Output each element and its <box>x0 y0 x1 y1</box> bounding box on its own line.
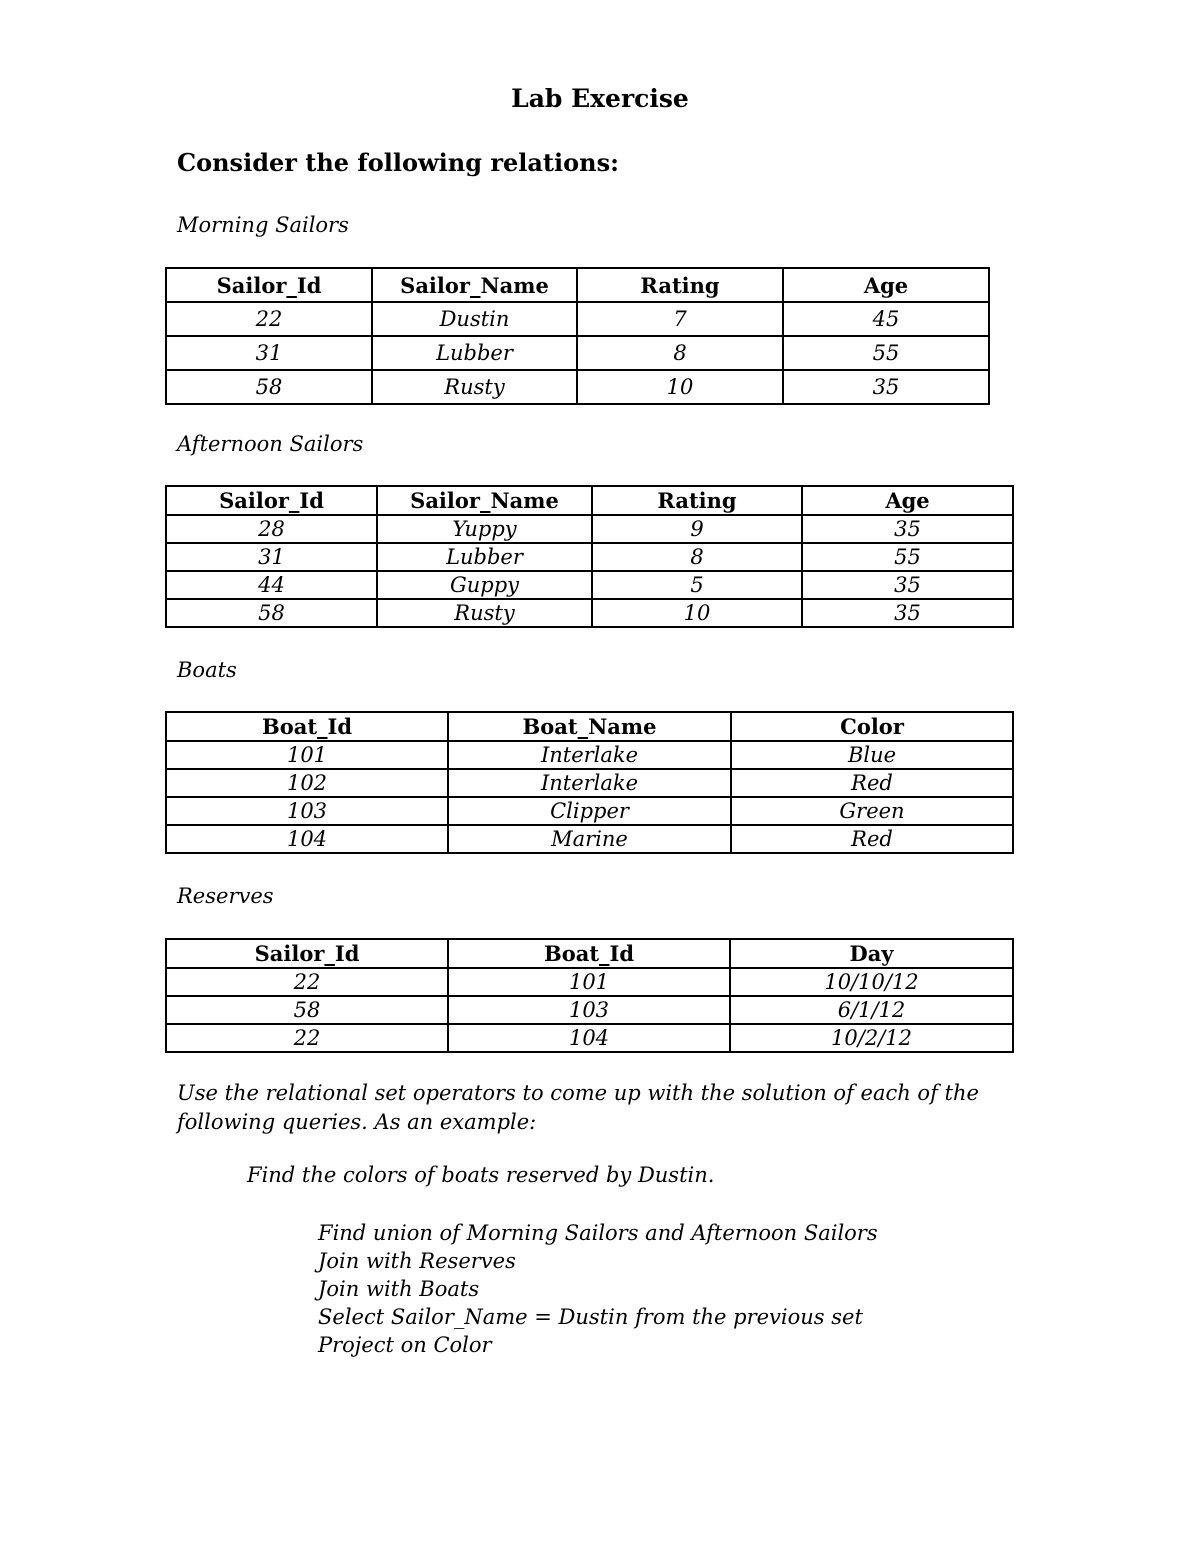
table-cell: Dustin <box>372 302 577 336</box>
table-cell: 44 <box>166 571 377 599</box>
table-row <box>166 1024 1013 1052</box>
table-cell: Marine <box>448 825 731 853</box>
table-cell: 28 <box>166 515 377 543</box>
column-header: Sailor_Id <box>166 268 372 302</box>
table-cell: 104 <box>166 825 448 853</box>
table-cell: 35 <box>783 370 989 404</box>
table-cell: 22 <box>166 968 448 996</box>
table-cell: 9 <box>592 515 802 543</box>
table-row <box>166 825 1013 853</box>
morning-sailors-table <box>165 267 990 405</box>
column-header: Sailor_Name <box>377 486 592 515</box>
column-header: Boat_Id <box>166 712 448 741</box>
column-header: Boat_Name <box>448 712 731 741</box>
table-cell: 58 <box>166 996 448 1024</box>
example-step: Find union of Morning Sailors and Afternoon Sailors <box>318 1221 878 1245</box>
table-cell: Rusty <box>372 370 577 404</box>
table-cell: 31 <box>166 543 377 571</box>
table-row <box>166 515 1013 543</box>
column-header: Sailor_Id <box>166 939 448 968</box>
example-step: Join with Boats <box>318 1277 480 1301</box>
table-cell: Red <box>731 825 1013 853</box>
table-cell: Lubber <box>372 336 577 370</box>
table-row <box>166 797 1013 825</box>
reserves-table <box>165 938 1014 1053</box>
column-header: Sailor_Id <box>166 486 377 515</box>
table-cell: Interlake <box>448 741 731 769</box>
table-cell: 22 <box>166 302 372 336</box>
column-header: Color <box>731 712 1013 741</box>
table-cell: 22 <box>166 1024 448 1052</box>
column-header: Age <box>802 486 1013 515</box>
column-header: Sailor_Name <box>372 268 577 302</box>
table-cell: Guppy <box>377 571 592 599</box>
example-steps <box>318 1219 878 1359</box>
example-step: Join with Reserves <box>318 1249 516 1273</box>
table-cell: 10/10/12 <box>730 968 1013 996</box>
table-cell: Blue <box>731 741 1013 769</box>
table-cell: 8 <box>592 543 802 571</box>
table-cell: 55 <box>802 543 1013 571</box>
table-cell: 35 <box>802 515 1013 543</box>
table-row <box>166 571 1013 599</box>
column-header: Age <box>783 268 989 302</box>
table-row <box>166 769 1013 797</box>
table-cell: 6/1/12 <box>730 996 1013 1024</box>
boats-table <box>165 711 1014 854</box>
table-cell: Yuppy <box>377 515 592 543</box>
table-header-row <box>166 268 989 302</box>
example-step: Select Sailor_Name = Dustin from the previous set <box>318 1305 863 1329</box>
page-title: Lab Exercise <box>511 84 689 113</box>
example-step: Project on Color <box>318 1333 492 1357</box>
table-cell: 101 <box>166 741 448 769</box>
table-cell: 35 <box>802 571 1013 599</box>
table-cell: 8 <box>577 336 783 370</box>
table-row <box>166 370 989 404</box>
table-row <box>166 996 1013 1024</box>
column-header: Rating <box>592 486 802 515</box>
table-cell: 55 <box>783 336 989 370</box>
table-header-row <box>166 939 1013 968</box>
table-caption-afternoon-sailors: Afternoon Sailors <box>177 432 364 456</box>
table-cell: Lubber <box>377 543 592 571</box>
table-caption-reserves: Reserves <box>177 884 274 908</box>
table-cell: 103 <box>448 996 730 1024</box>
section-heading: Consider the following relations: <box>177 148 619 177</box>
table-cell: 103 <box>166 797 448 825</box>
table-caption-morning-sailors: Morning Sailors <box>177 213 349 237</box>
instructions-paragraph: Use the relational set operators to come up with the solution of each of the following queries. As an example: <box>177 1081 979 1134</box>
table-cell: 101 <box>448 968 730 996</box>
table-cell: 7 <box>577 302 783 336</box>
table-cell: 45 <box>783 302 989 336</box>
table-cell: Red <box>731 769 1013 797</box>
column-header: Rating <box>577 268 783 302</box>
table-cell: 10/2/12 <box>730 1024 1013 1052</box>
table-cell: Rusty <box>377 599 592 627</box>
table-cell: 58 <box>166 370 372 404</box>
table-header-row <box>166 486 1013 515</box>
table-cell: Clipper <box>448 797 731 825</box>
table-row <box>166 543 1013 571</box>
afternoon-sailors-table <box>165 485 1014 628</box>
table-row <box>166 336 989 370</box>
table-cell: Green <box>731 797 1013 825</box>
table-row <box>166 741 1013 769</box>
table-row <box>166 302 989 336</box>
table-row <box>166 968 1013 996</box>
table-row <box>166 599 1013 627</box>
table-cell: 5 <box>592 571 802 599</box>
example-query: Find the colors of boats reserved by Dustin. <box>247 1163 715 1187</box>
table-cell: 104 <box>448 1024 730 1052</box>
table-cell: 58 <box>166 599 377 627</box>
table-cell: 35 <box>802 599 1013 627</box>
table-cell: 102 <box>166 769 448 797</box>
column-header: Day <box>730 939 1013 968</box>
table-cell: 10 <box>592 599 802 627</box>
table-cell: Interlake <box>448 769 731 797</box>
table-caption-boats: Boats <box>177 658 237 682</box>
table-header-row <box>166 712 1013 741</box>
table-cell: 31 <box>166 336 372 370</box>
table-cell: 10 <box>577 370 783 404</box>
column-header: Boat_Id <box>448 939 730 968</box>
